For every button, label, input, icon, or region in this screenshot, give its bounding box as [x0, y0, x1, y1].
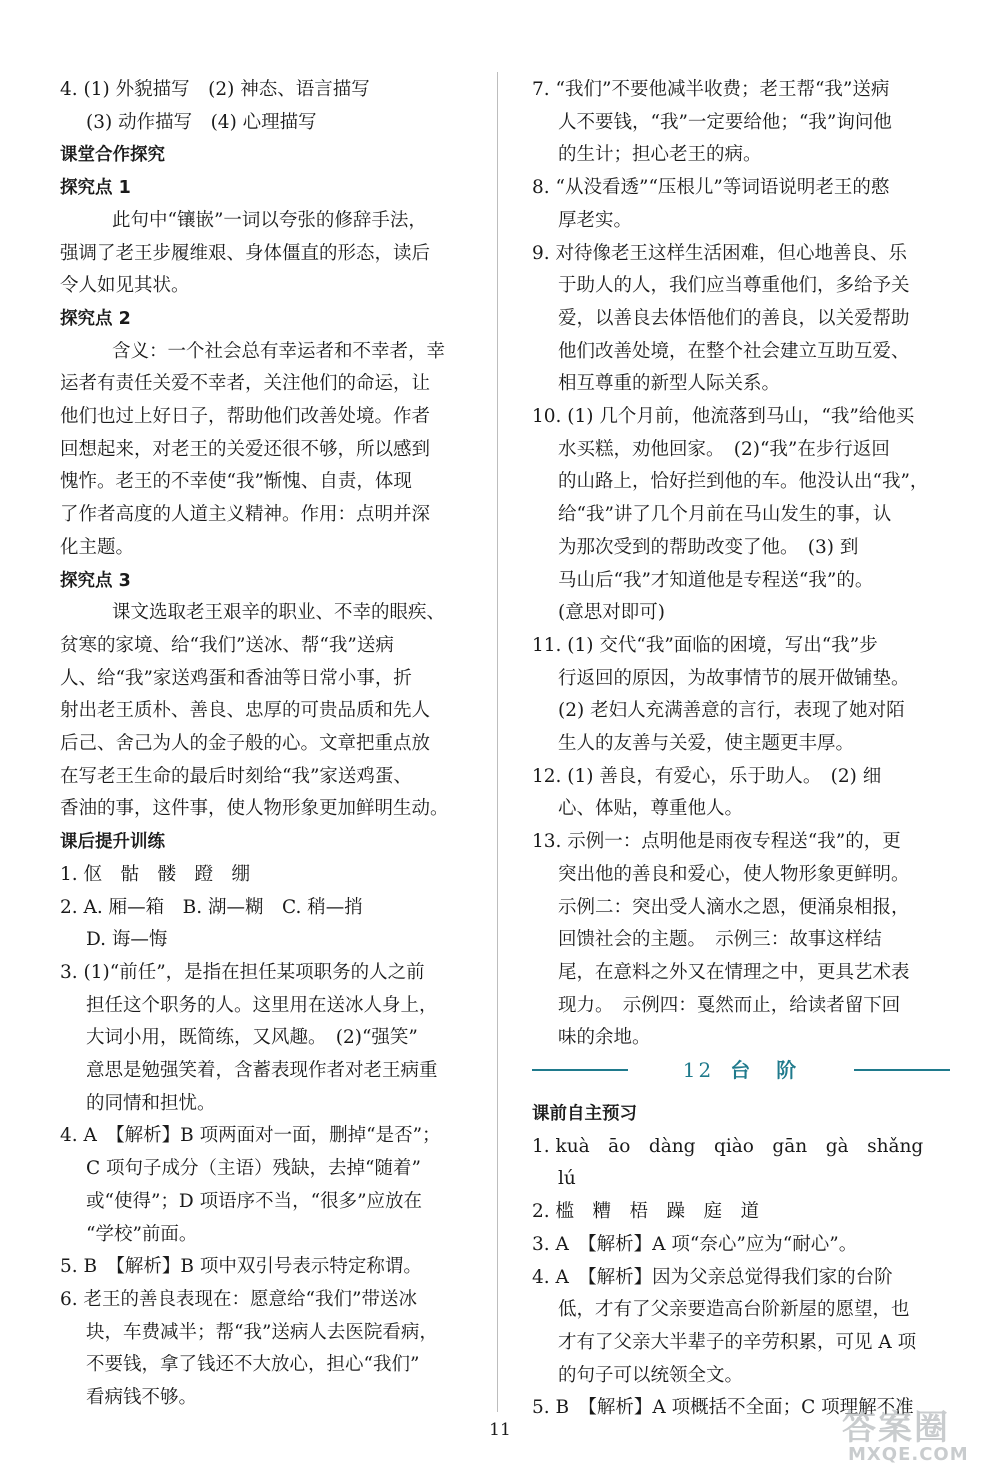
- text-line: 厚老实。: [558, 209, 633, 231]
- text-line: 意思是勉强笑着，含蓄表现作者对老王病重: [86, 1060, 438, 1081]
- text-line: 3. A 【解析】A 项“奈心”应为“耐心”。: [532, 1233, 858, 1255]
- text-line: 4. A 【解析】B 项两面对一面，删掉“是否”；: [60, 1125, 441, 1147]
- text-line: 尾，在意料之外又在情理之中，更具艺术表: [558, 961, 910, 983]
- text-line: 回馈社会的主题。 示例三：故事这样结: [558, 929, 882, 951]
- text-line: 4. (1) 外貌描写 (2) 神态、语言描写: [60, 79, 370, 100]
- text-line: (3) 动作描写 (4) 心理描写: [86, 111, 317, 133]
- text-line: lú: [558, 1168, 576, 1190]
- text-line: 此句中“镶嵌”一词以夸张的修辞手法，: [112, 209, 427, 231]
- text-line: D. 诲—悔: [86, 929, 168, 951]
- text-line: 于助人的人，我们应当尊重他们，多给予关: [558, 275, 910, 297]
- text-line: 担任这个职务的人。这里用在送冰人身上，: [86, 994, 438, 1016]
- section-subheading: 课前自主预习: [532, 1104, 637, 1124]
- text-line: 后己、舍己为人的金子般的心。文章把重点放: [60, 733, 431, 754]
- text-line: “学校”前面。: [86, 1223, 198, 1245]
- text-line: 4. A 【解析】因为父亲总觉得我们家的台阶: [532, 1266, 893, 1288]
- text-line: 3. (1)“前任”，是指在担任某项职务的人之前: [60, 961, 425, 983]
- text-line: 运者有责任关爱不幸者，关注他们的命运，让: [60, 373, 431, 395]
- text-line: 愧怍。老王的不幸使“我”惭愧、自责，体现: [60, 471, 412, 493]
- text-line: 令人如见其状。: [60, 275, 190, 297]
- text-line: 他们也过上好日子，帮助他们改善处境。作者: [60, 406, 431, 427]
- section-heading: [532, 1052, 950, 1088]
- text-line: 化主题。: [60, 536, 135, 558]
- text-line: 13. 示例一：点明他是雨夜专程送“我”的，更: [532, 831, 901, 853]
- text-line: 2. A. 厢—箱 B. 湖—糊 C. 稍—捎: [60, 896, 363, 918]
- text-line: 他们改善处境，在整个社会建立互助互爱、: [558, 340, 910, 362]
- text-line: 了作者高度的人道主义精神。作用：点明并深: [60, 504, 431, 526]
- section-subheading: 课堂合作探究: [60, 145, 165, 166]
- text-line: 人不要钱，“我”一定要给他；“我”询问他: [558, 111, 892, 133]
- text-line: 人、给“我”家送鸡蛋和香油等日常小事，折: [60, 667, 412, 689]
- text-line: 的生计；担心老王的病。: [558, 144, 762, 166]
- text-line: 7. “我们”不要他减半收费；老王帮“我”送病: [532, 79, 890, 100]
- text-line: 大词小用，既简练，又风趣。 (2)“强笑”: [86, 1027, 418, 1049]
- section-subheading: 探究点 1: [60, 178, 131, 199]
- page-number: 11: [489, 1420, 511, 1440]
- text-line: 5. B 【解析】A 项概括不全面；C 项理解不准: [532, 1397, 914, 1419]
- section-subheading: 课后提升训练: [60, 832, 165, 853]
- text-line: 水买糕，劝他回家。 (2)“我”在步行返回: [558, 438, 890, 460]
- text-line: 1. 伛 骷 髅 蹬 绷: [60, 863, 251, 885]
- text-line: (意思对即可): [558, 602, 665, 624]
- text-line: 10. (1) 几个月前，他流落到马山，“我”给他买: [532, 406, 915, 427]
- text-line: 生人的友善与关爱，使主题更丰厚。: [558, 733, 855, 754]
- text-line: 相互尊重的新型人际关系。: [558, 373, 781, 395]
- text-line: 突出他的善良和爱心，使人物形象更鲜明。: [558, 863, 910, 885]
- text-line: 1. kuà āo dàng qiào gān gà shǎng: [532, 1135, 924, 1157]
- section-heading-text: [532, 1052, 950, 1088]
- text-line: 香油的事，这件事，使人物形象更加鲜明生动。: [60, 798, 449, 820]
- text-line: 12. (1) 善良，有爱心，乐于助人。 (2) 细: [532, 765, 882, 787]
- text-line: 射出老王质朴、善良、忠厚的可贵品质和先人: [60, 700, 431, 722]
- section-subheading: 探究点 3: [60, 570, 131, 591]
- text-line: 2. 槛 糟 梧 躁 庭 道: [532, 1201, 760, 1223]
- text-line: 现力。 示例四：戛然而止，给读者留下回: [558, 994, 901, 1016]
- text-line: 示例二：突出受人滴水之恩，便涌泉相报，: [558, 896, 910, 918]
- text-line: 的山路上，恰好拦到他的车。他没认出“我”，: [558, 471, 929, 493]
- text-line: 回想起来，对老王的关爱还很不够，所以感到: [60, 438, 431, 460]
- section-title: 台 阶: [730, 1058, 800, 1082]
- text-line: 8. “从没看透”“压根儿”等词语说明老王的憨: [532, 177, 890, 199]
- text-line: 在写老王生命的最后时刻给“我”家送鸡蛋、: [60, 765, 412, 787]
- text-line: 爱，以善良去体悟他们的善良，以关爱帮助: [558, 307, 910, 329]
- text-line: 贫寒的家境、给“我们”送冰、帮“我”送病: [60, 634, 394, 656]
- text-line: 9. 对待像老王这样生活困难，但心地善良、乐: [532, 242, 908, 264]
- text-line: 课文选取老王艰辛的职业、不幸的眼疾、: [112, 602, 446, 624]
- text-line: 的句子可以统领全文。: [558, 1364, 744, 1386]
- watermark-logo: 答案圈 MXQE.COM: [842, 1408, 969, 1465]
- text-line: (2) 老妇人充满善意的言行，表现了她对陌: [558, 700, 905, 722]
- text-line: 块，车费减半；帮“我”送病人去医院看病，: [86, 1321, 438, 1343]
- text-line: 含义：一个社会总有幸运者和不幸者，幸: [112, 340, 446, 362]
- text-line: 给“我”讲了几个月前在马山发生的事，认: [558, 504, 892, 526]
- text-line: 11. (1) 交代“我”面临的困境，写出“我”步: [532, 634, 878, 656]
- text-line: 马山后“我”才知道他是专程送“我”的。: [558, 569, 874, 591]
- text-line: 的同情和担忧。: [86, 1092, 216, 1114]
- text-line: 或“使得”；D 项语序不当，“很多”应放在: [86, 1190, 423, 1212]
- text-line: 味的余地。: [558, 1027, 651, 1049]
- text-line: 才有了父亲大半辈子的辛劳积累，可见 A 项: [558, 1331, 917, 1353]
- column-divider: [497, 72, 498, 1412]
- text-line: 5. B 【解析】B 项中双引号表示特定称谓。: [60, 1256, 422, 1278]
- text-line: 强调了老王步履维艰、身体僵直的形态，读后: [60, 242, 431, 264]
- text-line: C 项句子成分（主语）残缺，去掉“随着”: [86, 1158, 421, 1180]
- section-subheading: 探究点 2: [60, 308, 131, 329]
- text-line: 心、体贴，尊重他人。: [558, 798, 744, 820]
- text-line: 为那次受到的帮助改变了他。 (3) 到: [558, 536, 859, 558]
- text-line: 看病钱不够。: [86, 1387, 198, 1408]
- text-line: 6. 老王的善良表现在：愿意给“我们”带送冰: [60, 1288, 417, 1310]
- section-number: 12: [682, 1058, 715, 1082]
- text-line: 低，才有了父亲要造高台阶新屋的愿望，也: [558, 1299, 910, 1321]
- text-line: 行返回的原因，为故事情节的展开做铺垫。: [558, 667, 910, 689]
- text-line: 不要钱，拿了钱还不大放心，担心“我们”: [86, 1354, 420, 1376]
